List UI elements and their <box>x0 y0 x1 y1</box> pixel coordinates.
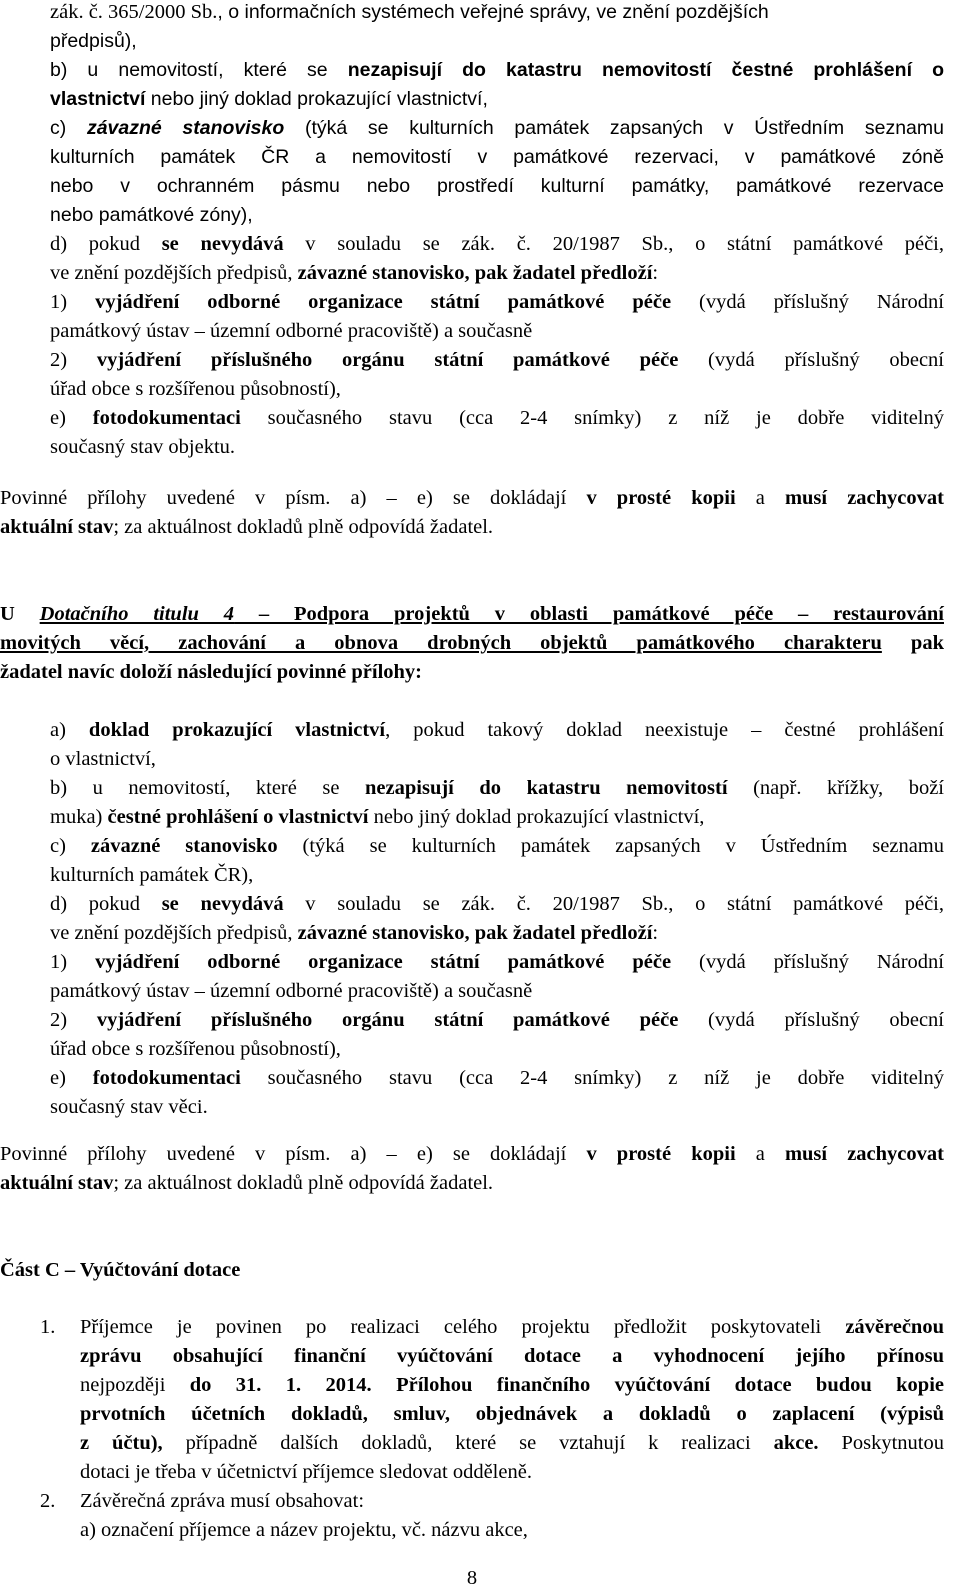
note-paragraph <box>0 484 944 542</box>
text-line: památkový ústav – územní odborné pracoviště) a současně <box>50 320 533 342</box>
text-line: prvotních účetních dokladů, smluv, objednávek a dokladů o zaplacení (výpisů <box>80 1403 944 1425</box>
top-block <box>0 0 944 230</box>
text-line: Příjemce je povinen po realizaci celého projektu předložit poskytovateli závěrečnou <box>80 1316 944 1338</box>
text-line: zák. č. 365/2000 Sb., o informačních systémech veřejné správy, ve znění pozdějších <box>50 1 769 23</box>
list-item <box>0 1313 944 1487</box>
text-line: U Dotačního titulu 4 – Podpora projektů v oblasti památkové péče – restaurování <box>0 603 944 625</box>
item-number: 1. <box>40 1316 56 1338</box>
text-line: současný stav věci. <box>50 1096 208 1118</box>
text-line: b) u nemovitostí, které se nezapisují do katastru nemovitostí čestné prohlášení o <box>50 59 944 81</box>
text-line: a) označení příjemce a název projektu, vč. názvu akce, <box>80 1519 528 1541</box>
text-line: 2) vyjádření příslušného orgánu státní památkové péče (vydá příslušný obecní <box>50 349 944 371</box>
text-line: movitých věcí, zachování a obnova drobných objektů památkového charakteru pak <box>0 632 944 654</box>
attachments-list <box>0 716 944 1122</box>
text-line: vlastnictví nebo jiný doklad prokazující vlastnictví, <box>50 88 488 110</box>
text-line: e) fotodokumentaci současného stavu (cca 2-4 snímky) z níž je dobře viditelný <box>50 407 944 429</box>
text-line: úřad obce s rozšířenou působností), <box>50 378 341 400</box>
list-item <box>0 1487 944 1516</box>
list-item: b) u nemovitostí, které se nezapisují do katastru nemovitostí (např. křížky, boží <box>50 777 944 799</box>
text-line: aktuální stav; za aktuálnost dokladů plně odpovídá žadatel. <box>0 516 494 538</box>
text-line: d) pokud se nevydává v souladu se zák. č. 20/1987 Sb., o státní památkové péči, <box>50 233 944 255</box>
text-line: kulturních památek ČR a nemovitostí v památkové rezervaci, v památkové zóně <box>50 146 944 168</box>
part-c-list <box>0 1313 944 1545</box>
text-line: nejpozději do 31. 1. 2014. Přílohou finančního vyúčtování dotace budou kopie <box>80 1374 945 1396</box>
text-line: 1) vyjádření odborné organizace státní památkové péče (vydá příslušný Národní <box>50 951 944 973</box>
top-block-d <box>0 230 944 462</box>
list-item: a) doklad prokazující vlastnictví, pokud takový doklad neexistuje – čestné prohlášení <box>50 719 944 741</box>
text-line: předpisů), <box>50 30 137 52</box>
list-item: e) fotodokumentaci současného stavu (cca 2-4 snímky) z níž je dobře viditelný <box>50 1067 944 1089</box>
text-line: zprávu obsahující finanční vyúčtování dotace a vyhodnocení jejího přínosu <box>80 1345 944 1367</box>
text-line: Povinné přílohy uvedené v písm. a) – e) se dokládají v prosté kopii a musí zachycovat <box>0 487 944 509</box>
section-heading <box>0 1256 944 1285</box>
page-number: 8 <box>466 1567 478 1589</box>
text-line: o vlastnictví, <box>50 748 156 770</box>
text-line: 2) vyjádření příslušného orgánu státní památkové péče (vydá příslušný obecní <box>50 1009 944 1031</box>
text-line: nebo památkové zóny), <box>50 204 253 226</box>
text-line: 1) vyjádření odborné organizace státní památkové péče (vydá příslušný Národní <box>50 291 944 313</box>
text-line: nebo v ochranném pásmu nebo prostředí kulturní památky, památkové rezervace <box>50 175 944 197</box>
text-line: Závěrečná zpráva musí obsahovat: <box>80 1490 365 1512</box>
text-line: ve znění pozdějších předpisů, závazné stanovisko, pak žadatel předloží: <box>50 262 659 284</box>
text-line: c) závazné stanovisko (týká se kulturních památek zapsaných v Ústředním seznamu <box>50 117 944 139</box>
part-c-heading: Část C – Vyúčtování dotace <box>0 1259 241 1281</box>
text-line: aktuální stav; za aktuálnost dokladů plně odpovídá žadatel. <box>0 1172 494 1194</box>
list-item <box>0 1516 944 1545</box>
text-line: úřad obce s rozšířenou působností), <box>50 1038 341 1060</box>
list-item: c) závazné stanovisko (týká se kulturních památek zapsaných v Ústředním seznamu <box>50 835 944 857</box>
section-title <box>0 600 944 687</box>
text-line: památkový ústav – územní odborné pracoviště) a současně <box>50 980 533 1002</box>
list-item: d) pokud se nevydává v souladu se zák. č. 20/1987 Sb., o státní památkové péči, <box>50 893 944 915</box>
text-line: žadatel navíc doloží následující povinné přílohy: <box>0 661 422 683</box>
text-line: současný stav objektu. <box>50 436 236 458</box>
note-paragraph <box>0 1140 944 1198</box>
text-line: Povinné přílohy uvedené v písm. a) – e) se dokládají v prosté kopii a musí zachycovat <box>0 1143 944 1165</box>
text-line: kulturních památek ČR), <box>50 864 254 886</box>
item-number: 2. <box>40 1490 56 1512</box>
text-line: ve znění pozdějších předpisů, závazné stanovisko, pak žadatel předloží: <box>50 922 659 944</box>
text-line: muka) čestné prohlášení o vlastnictví nebo jiný doklad prokazující vlastnictví, <box>50 806 705 828</box>
text-line: dotaci je třeba v účetnictví příjemce sledovat odděleně. <box>80 1461 532 1483</box>
text-line: z účtu), případně dalších dokladů, které se vztahují k realizaci akce. Poskytnutou <box>80 1432 944 1454</box>
